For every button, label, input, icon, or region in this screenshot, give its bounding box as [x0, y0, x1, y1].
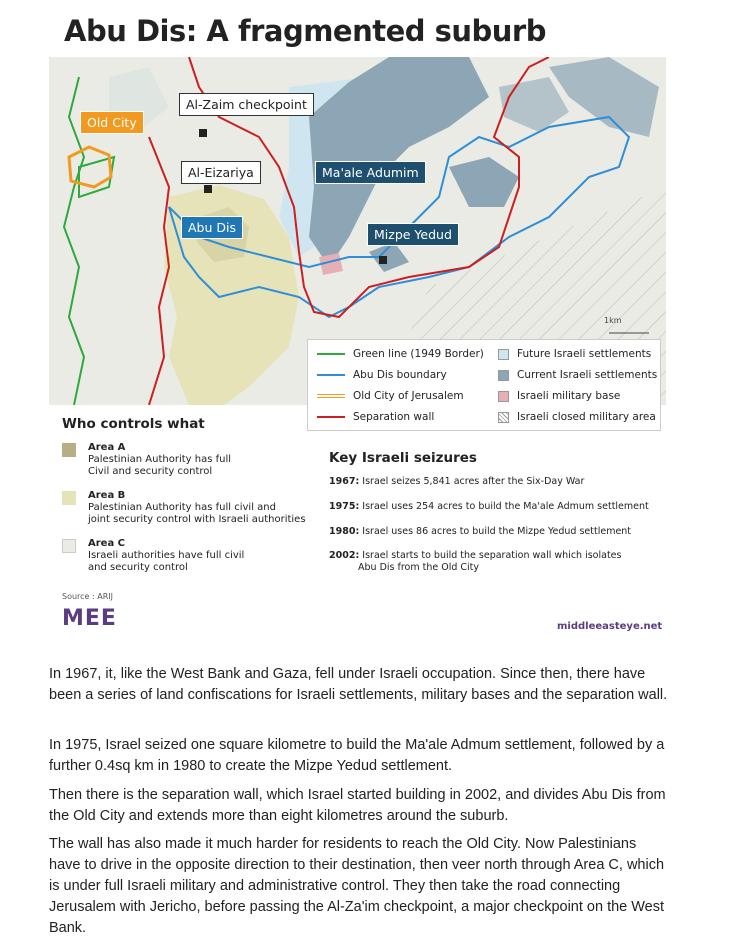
area-b-item: [62, 490, 306, 526]
seizure-year: 1967:: [329, 476, 360, 487]
area-name: Area A: [88, 442, 126, 453]
seizure-text-continued: Abu Dis from the Old City: [358, 562, 480, 573]
current-settlements-swatch: [498, 370, 509, 381]
seizure-item: [329, 501, 649, 513]
legend-closed-area: [498, 408, 656, 426]
area-name: Area B: [88, 490, 126, 501]
area-desc: Palestinian Authority has full: [88, 454, 232, 465]
site-link[interactable]: middleeasteye.net: [557, 621, 663, 632]
wall-swatch: [317, 416, 345, 418]
who-controls-title: Who controls what: [62, 416, 205, 432]
al-eizariya-marker: [204, 185, 212, 193]
legend-current-settlements: [498, 366, 657, 384]
abu-dis-label: Abu Dis: [181, 216, 243, 239]
legend-separation-wall: [317, 408, 434, 426]
seizure-item: [329, 550, 621, 574]
seizures-title: Key Israeli seizures: [329, 450, 477, 466]
al-eizariya-label: Al-Eizariya: [181, 161, 261, 184]
legend-label: Israeli military base: [517, 390, 621, 402]
area-a-item: [62, 442, 231, 478]
maale-adumim-label: Ma'ale Adumim: [315, 161, 426, 184]
seizure-text: Israel seizes 5,841 acres after the Six-Day War: [362, 476, 585, 487]
area-desc: and security control: [88, 562, 188, 573]
legend-label: Future Israeli settlements: [517, 348, 652, 360]
seizure-year: 2002:: [329, 550, 360, 561]
legend-label: Abu Dis boundary: [353, 369, 447, 381]
area-b-swatch: [62, 491, 76, 505]
article-paragraph: The wall has also made it much harder for residents to reach the Old City. Now Palestinians have to drive in the opposite direction to their destination, then veer north through Area C, which is under full Israeli military and administrative control. They then take the road connecting Jerusalem with Jericho, before passing the Al-Za'im checkpoint, a major checkpoint on the West Bank.: [49, 836, 665, 936]
legend-label: Old City of Jerusalem: [353, 390, 464, 402]
legend-military-base: [498, 387, 620, 405]
area-a-swatch: [62, 443, 76, 457]
closed-area-swatch: [498, 412, 509, 423]
seizure-year: 1980:: [329, 526, 360, 537]
mizpe-yedud-label: Mizpe Yedud: [367, 223, 459, 246]
map-legend: [307, 339, 661, 431]
al-zaim-marker: [199, 129, 207, 137]
al-zaim-checkpoint-label: Al-Zaim checkpoint: [179, 93, 314, 116]
seizure-item: [329, 526, 631, 538]
legend-old-city: [317, 387, 464, 405]
area-c-swatch: [62, 539, 76, 553]
area-desc: Palestinian Authority has full civil and: [88, 502, 276, 513]
page-title: Abu Dis: A fragmented suburb: [64, 14, 546, 48]
mizpe-yedud-marker: [379, 256, 387, 264]
future-settlements-swatch: [498, 349, 509, 360]
area-c-item: [62, 538, 244, 574]
old-city-swatch: [317, 394, 345, 398]
legend-future-settlements: [498, 345, 651, 363]
seizure-text: Israel uses 86 acres to build the Mizpe Yedud settlement: [362, 526, 632, 537]
legend-green-line: [317, 345, 484, 363]
green-line-swatch: [317, 353, 345, 355]
seizure-text: Israel starts to build the separation wall which isolates: [362, 550, 622, 561]
source-credit: Source : ARIJ: [62, 592, 114, 601]
article-paragraph: In 1967, it, like the West Bank and Gaza, fell under Israeli occupation. Since then, there have been a series of land confiscations for Israeli settlements, military bases and the separation wall.: [49, 666, 668, 703]
area-name: Area C: [88, 538, 126, 549]
legend-label: Green line (1949 Border): [353, 348, 484, 360]
boundary-swatch: [317, 374, 345, 376]
legend-label: Current Israeli settlements: [517, 369, 658, 381]
military-base-swatch: [498, 391, 509, 402]
scale-label: 1km: [604, 316, 622, 325]
area-desc: joint security control with Israeli authorities: [88, 514, 306, 525]
article-paragraph: In 1975, Israel seized one square kilometre to build the Ma'ale Admum settlement, followed by a further 0.4sq km in 1980 to create the Mizpe Yedud settlement.: [49, 737, 665, 774]
legend-abu-dis-boundary: [317, 366, 447, 384]
old-city-label: Old City: [80, 111, 144, 134]
area-desc: Civil and security control: [88, 466, 213, 477]
article-paragraph: Then there is the separation wall, which Israel started building in 2002, and divides Abu Dis from the Old City and extends more than eight kilometres around the suburb.: [49, 787, 666, 824]
mee-logo: MEE: [62, 606, 117, 631]
seizure-text: Israel uses 254 acres to build the Ma'ale Admum settlement: [362, 501, 649, 512]
legend-label: Separation wall: [353, 411, 435, 423]
area-desc: Israeli authorities have full civil: [88, 550, 245, 561]
seizure-year: 1975:: [329, 501, 360, 512]
seizure-item: [329, 476, 584, 488]
legend-label: Israeli closed military area: [517, 411, 656, 423]
